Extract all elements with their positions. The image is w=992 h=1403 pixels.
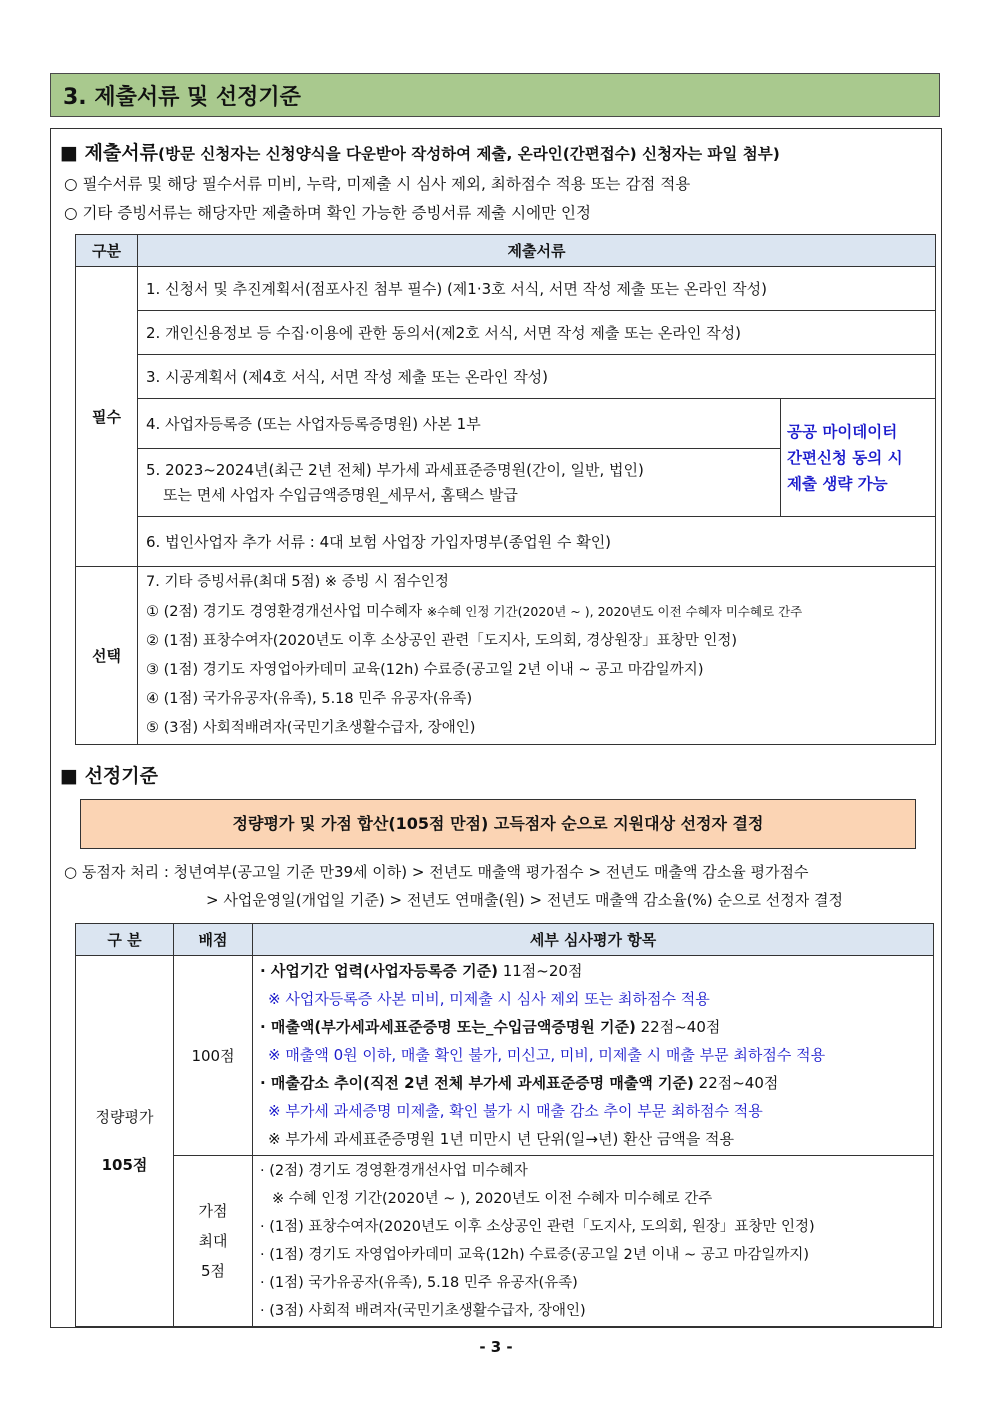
- bonus-item-5: · (3점) 사회적 배려자(국민기초생활수급자, 장애인): [260, 1303, 586, 1319]
- submit-bullet-1: ○ 필수서류 및 해당 필수서류 미비, 누락, 미제출 시 심사 제외, 최하점수 적용 또는 감점 적용: [64, 175, 691, 193]
- main-criterion-3-note: ※ 부가세 과세증명 미제출, 확인 불가 시 매출 감소 추이 부문 최하점수 적용: [268, 1102, 763, 1120]
- main-criterion-2: · 매출액(부가세과세표준증명 또는_수입금액증명원 기준) 22점~40점: [260, 1018, 721, 1036]
- main-criterion-1-note: ※ 사업자등록증 사본 미비, 미제출 시 심사 제외 또는 최하점수 적용: [268, 990, 710, 1008]
- submit-heading: ■ 제출서류(방문 신청자는 신청양식을 다운받아 작성하여 제출, 온라인(간편접수) 신청자는 파일 첨부): [60, 142, 780, 164]
- main-criterion-3-note-2: ※ 부가세 과세표준증명원 1년 미만시 년 단위(일→년) 환산 금액을 적용: [268, 1130, 735, 1148]
- page-number: - 3 -: [479, 1338, 513, 1356]
- tie-break-line-1: ○ 동점자 처리 : 청년여부(공고일 기준 만39세 이하) > 전년도 매출액 평가점수 > 전년도 매출액 감소율 평가점수: [64, 863, 809, 881]
- criteria-col-header-items: 세부 심사평가 항목: [253, 924, 934, 956]
- score-bonus: 가점 최대 5점: [174, 1156, 253, 1327]
- required-item-5: 5. 2023~2024년(최근 2년 전체) 부가세 과세표준증명원(간이, 일반, 법인) 또는 면세 사업자 수입금액증명원_세무서, 홈택스 발급: [138, 449, 781, 517]
- required-item-2: 2. 개인신용정보 등 수집·이용에 관한 동의서(제2호 서식, 서면 작성 제출 또는 온라인 작성): [138, 311, 936, 355]
- submit-table: [75, 234, 936, 745]
- submit-col-header-category: 구분: [76, 235, 138, 267]
- criteria-table: [75, 923, 934, 1327]
- bonus-item-2: · (1점) 표창수여자(2020년도 이후 소상공인 관련「도지사, 도의회, 원장」표창만 인정): [260, 1219, 815, 1235]
- optional-item-4: ④ (1점) 국가유공자(유족), 5.18 민주 유공자(유족): [146, 691, 473, 707]
- bonus-item-1-note: ※ 수혜 인정 기간(2020년 ~ ), 2020년도 이전 수혜자 미수혜로 간주: [272, 1191, 713, 1207]
- required-item-6: 6. 법인사업자 추가 서류 : 4대 보험 사업장 가입자명부(종업원 수 확인): [138, 517, 936, 567]
- bonus-criteria: [253, 1156, 934, 1327]
- bonus-item-4: · (1점) 국가유공자(유족), 5.18 민주 유공자(유족): [260, 1275, 578, 1291]
- optional-item-2: ② (1점) 표창수여자(2020년도 이후 소상공인 관련「도지사, 도의회, 경상원장」표창만 인정): [146, 633, 738, 649]
- main-criterion-1: · 사업기간 업력(사업자등록증 기준) 11점~20점: [260, 962, 583, 980]
- tie-break-line-2: > 사업운영일(개업일 기준) > 전년도 연매출(원) > 전년도 매출액 감소율(%) 순으로 선정자 결정: [206, 891, 843, 909]
- criteria-col-header-score: 배점: [174, 924, 253, 956]
- main-criterion-2-note: ※ 매출액 0원 이하, 매출 확인 불가, 미신고, 미비, 미제출 시 매출 부문 최하점수 적용: [268, 1046, 826, 1064]
- main-criteria: [253, 956, 934, 1156]
- required-item-4: 4. 사업자등록증 (또는 사업자등록증명원) 사본 1부: [138, 399, 781, 449]
- optional-item-1: ① (2점) 경기도 경영환경개선사업 미수혜자 ※수혜 인정 기간(2020년 ~ ), 2020년도 이전 수혜자 미수혜로 간주: [146, 604, 803, 620]
- mydata-note: 공공 마이데이터 간편신청 동의 시 제출 생략 가능: [781, 399, 936, 517]
- section-title: 3. 제출서류 및 선정기준: [50, 73, 940, 117]
- main-criterion-3: · 매출감소 추이(직전 2년 전체 부가세 과세표준증명 매출액 기준) 22점~40점: [260, 1074, 779, 1092]
- bonus-item-1: · (2점) 경기도 경영환경개선사업 미수혜자: [260, 1163, 528, 1179]
- criteria-banner: 정량평가 및 가점 합산(105점 만점) 고득점자 순으로 지원대상 선정자 결정: [80, 799, 916, 849]
- required-item-3: 3. 시공계획서 (제4호 서식, 서면 작성 제출 또는 온라인 작성): [138, 355, 936, 399]
- submit-col-header-docs: 제출서류: [138, 235, 936, 267]
- optional-label: 선택: [76, 567, 138, 745]
- optional-title: 7. 기타 증빙서류(최대 5점) ※ 증빙 시 점수인정: [146, 574, 449, 590]
- criteria-heading: ■ 선정기준: [60, 765, 158, 787]
- required-item-1: 1. 신청서 및 추진계획서(점포사진 첨부 필수) (제1·3호 서식, 서면 작성 제출 또는 온라인 작성): [138, 267, 936, 311]
- required-label: 필수: [76, 267, 138, 567]
- criteria-category: 정량평가 105점: [76, 956, 174, 1327]
- optional-docs: [138, 567, 936, 745]
- submit-heading-note: (방문 신청자는 신청양식을 다운받아 작성하여 제출, 온라인(간편접수) 신청자는 파일 첨부): [157, 145, 780, 163]
- optional-item-3: ③ (1점) 경기도 자영업아카데미 교육(12h) 수료증(공고일 2년 이내 ~ 공고 마감일까지): [146, 662, 704, 678]
- criteria-col-header-category: 구 분: [76, 924, 174, 956]
- score-main: 100점: [174, 956, 253, 1156]
- bonus-item-3: · (1점) 경기도 자영업아카데미 교육(12h) 수료증(공고일 2년 이내 ~ 공고 마감일까지): [260, 1247, 810, 1263]
- submit-bullet-2: ○ 기타 증빙서류는 해당자만 제출하며 확인 가능한 증빙서류 제출 시에만 인정: [64, 204, 591, 222]
- optional-item-5: ⑤ (3점) 사회적배려자(국민기초생활수급자, 장애인): [146, 720, 476, 736]
